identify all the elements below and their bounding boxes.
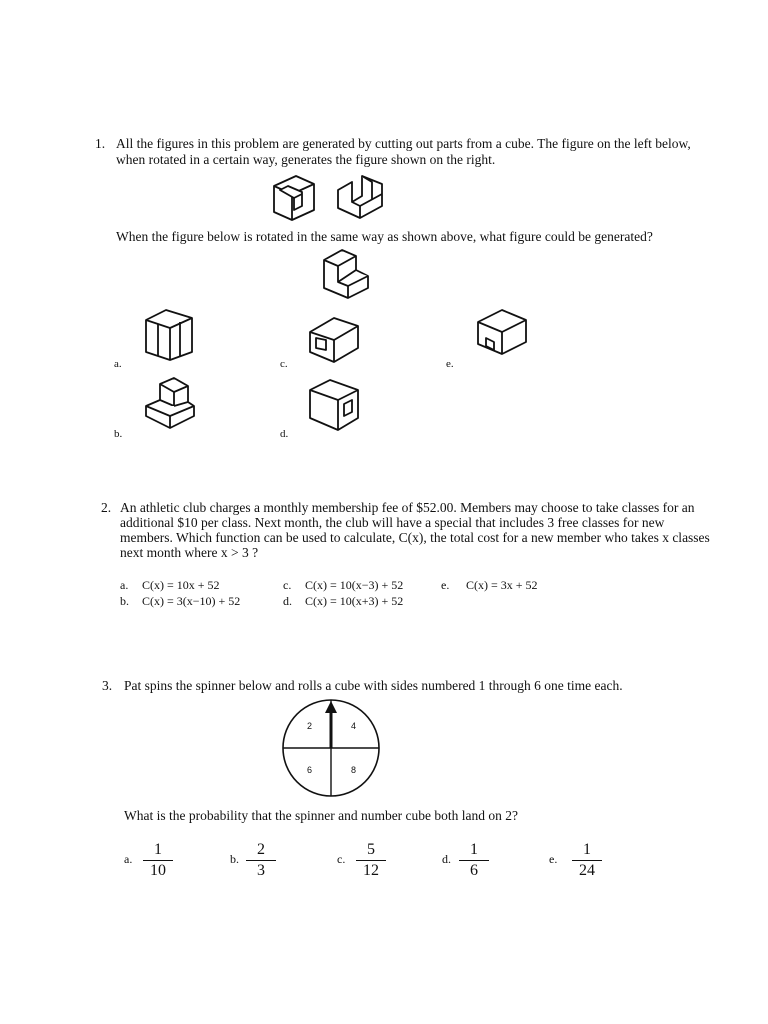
- q2-option-a-letter[interactable]: a.: [120, 578, 129, 592]
- q3-option-d-letter[interactable]: d.: [442, 852, 451, 866]
- option-a-figure: [142, 306, 200, 362]
- q2-option-b-text[interactable]: C(x) = 3(x−10) + 52: [142, 594, 241, 608]
- q3-option-c-letter[interactable]: c.: [337, 852, 346, 866]
- q2-line4: next month where x > 3 ?: [120, 545, 259, 560]
- q3-option-b-numerator: 2: [246, 841, 276, 861]
- example-figure-right: [334, 172, 388, 222]
- spinner-section-8: 8: [351, 765, 357, 775]
- q2-line2: additional $10 per class. Next month, the club will have a special that includes 3 free classes for new: [120, 515, 665, 530]
- spinner: [280, 697, 382, 799]
- q2-line1: An athletic club charges a monthly membership fee of $52.00. Members may choose to take classes for an: [120, 500, 695, 515]
- q1-line1: All the figures in this problem are generated by cutting out parts from a cube. The figure on the left below,: [116, 136, 691, 151]
- option-c-figure: [306, 310, 362, 364]
- q2-option-e-text[interactable]: C(x) = 3x + 52: [466, 578, 538, 592]
- q2-option-a-text[interactable]: C(x) = 10x + 52: [142, 578, 220, 592]
- q3-line1: Pat spins the spinner below and rolls a cube with sides numbered 1 through 6 one time each.: [124, 678, 623, 693]
- q3-option-e-fraction[interactable]: [572, 841, 602, 880]
- spinner-section-6: 6: [307, 765, 313, 775]
- q3-option-c-numerator: 5: [356, 841, 386, 861]
- q3-number: 3.: [102, 678, 113, 693]
- q2-option-c-text[interactable]: C(x) = 10(x−3) + 52: [305, 578, 404, 592]
- q3-option-b-denominator: 3: [257, 862, 265, 879]
- given-figure: [320, 246, 374, 300]
- q3-option-e-numerator: 1: [572, 841, 602, 861]
- q3-option-d-fraction[interactable]: [459, 841, 489, 880]
- option-c-label[interactable]: c.: [280, 358, 288, 370]
- option-a-label[interactable]: a.: [114, 358, 122, 370]
- q2-line3: members. Which function can be used to calculate, C(x), the total cost for a new member who takes x classes: [120, 530, 710, 545]
- q3-option-e-letter[interactable]: e.: [549, 852, 558, 866]
- option-e-figure: [474, 304, 530, 358]
- q2-number: 2.: [101, 500, 112, 515]
- q3-option-c-fraction[interactable]: [356, 841, 386, 880]
- q2-option-c-letter[interactable]: c.: [283, 578, 292, 592]
- q3-option-e-denominator: 24: [579, 862, 595, 879]
- example-figure-left: [270, 172, 332, 224]
- q1-number: 1.: [95, 136, 106, 151]
- option-b-figure: [140, 372, 198, 432]
- spinner-section-2: 2: [307, 721, 313, 731]
- option-d-figure: [306, 374, 364, 434]
- option-b-label[interactable]: b.: [114, 428, 123, 440]
- q2-option-d-text[interactable]: C(x) = 10(x+3) + 52: [305, 594, 404, 608]
- q3-option-a-fraction[interactable]: [143, 841, 173, 880]
- q3-option-a-denominator: 10: [150, 862, 166, 879]
- q3-option-c-denominator: 12: [363, 862, 379, 879]
- q3-option-a-letter[interactable]: a.: [124, 852, 133, 866]
- q3-option-d-denominator: 6: [470, 862, 478, 879]
- q1-prompt: When the figure below is rotated in the same way as shown above, what figure could be generated?: [116, 229, 653, 244]
- q2-option-b-letter[interactable]: b.: [120, 594, 129, 608]
- q3-option-a-numerator: 1: [143, 841, 173, 861]
- q1-line2: when rotated in a certain way, generates the figure shown on the right.: [116, 152, 496, 167]
- q3-prompt: What is the probability that the spinner and number cube both land on 2?: [124, 808, 519, 823]
- option-d-label[interactable]: d.: [280, 428, 289, 440]
- option-e-label[interactable]: e.: [446, 358, 454, 370]
- q3-option-b-fraction[interactable]: [246, 841, 276, 880]
- q2-option-e-letter[interactable]: e.: [441, 578, 450, 592]
- q3-option-b-letter[interactable]: b.: [230, 852, 239, 866]
- q3-option-d-numerator: 1: [459, 841, 489, 861]
- q2-option-d-letter[interactable]: d.: [283, 594, 292, 608]
- spinner-section-4: 4: [351, 721, 357, 731]
